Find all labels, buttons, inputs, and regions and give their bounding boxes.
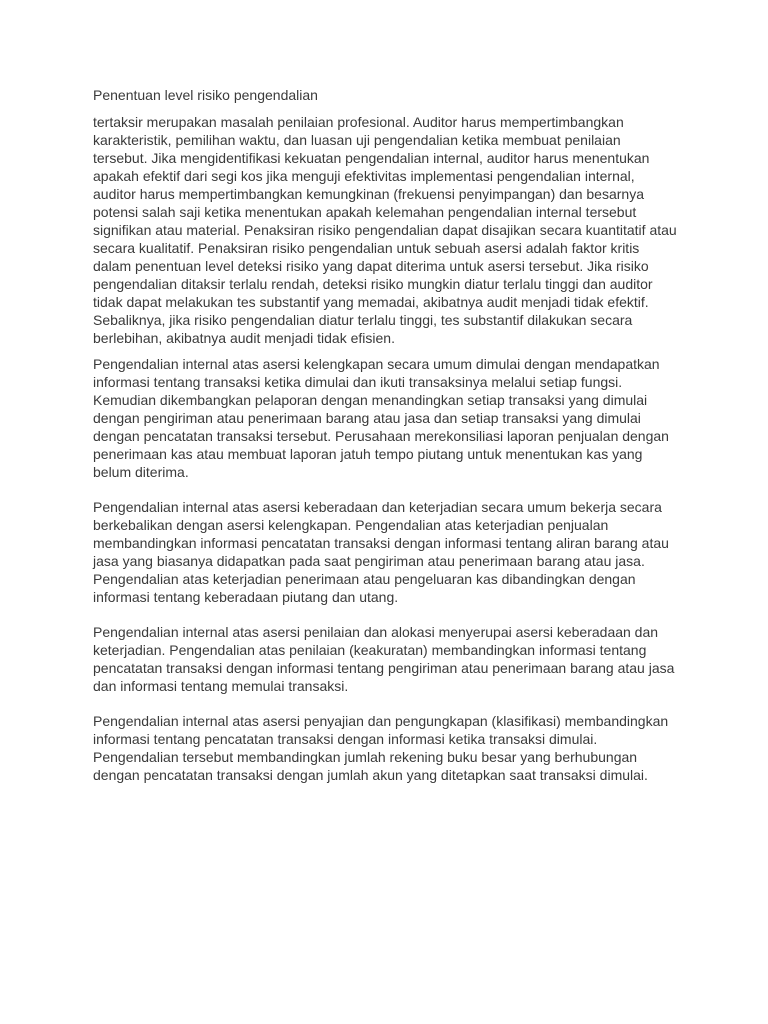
document-page: [93, 86, 678, 784]
paragraph-spacer: [93, 695, 678, 712]
paragraph-5: Pengendalian internal atas asersi penyajian dan pengungkapan (klasifikasi) membandingkan informasi tentang pencatatan transaksi dengan informasi ketika transaksi dimulai. Pengendalian tersebut membandingkan jumlah rekening buku besar yang berhubungan dengan pencatatan transaksi dengan jumlah akun yang ditetapkan saat transaksi dimulai.: [93, 713, 669, 783]
paragraph-spacer: [93, 606, 678, 623]
paragraph-spacer: [93, 481, 678, 498]
paragraph-1: tertaksir merupakan masalah penilaian profesional. Auditor harus mempertimbangkan karakteristik, pemilihan waktu, dan luasan uji pengendalian ketika membuat penilaian tersebut. Jika mengidentifikasi kekuatan pengendalian internal, auditor harus menentukan apakah efektif dari segi kos jika menguji efektivitas implementasi pengendalian internal, auditor harus mempertimbangkan kemungkinan (frekuensi penyimpangan) dan besarnya potensi salah saji ketika menentukan apakah kelemahan pengendalian internal tersebut signifikan atau material. Penaksiran risiko pengendalian dapat disajikan secara kuantitatif atau secara kualitatif. Penaksiran risiko pengendalian untuk sebuah asersi adalah faktor kritis dalam penentuan level deteksi risiko yang dapat diterima untuk asersi tersebut. Jika risiko pengendalian ditaksir terlalu rendah, deteksi risiko mungkin diatur terlalu tinggi dan auditor tidak dapat melakukan tes substantif yang memadai, akibatnya audit menjadi tidak efektif. Sebaliknya, jika risiko pengendalian diatur terlalu tinggi, tes substantif dilakukan secara berlebihan, akibatnya audit menjadi tidak efisien.: [93, 114, 677, 346]
paragraph-spacer: [93, 347, 678, 355]
document-title: Penentuan level risiko pengendalian: [93, 87, 318, 103]
paragraph-4: Pengendalian internal atas asersi penilaian dan alokasi menyerupai asersi keberadaan dan keterjadian. Pengendalian atas penilaian (keakuratan) membandingkan informasi tentang pencatatan transaksi dengan informasi tentang pengiriman atau penerimaan barang atau jasa dan informasi tentang memulai transaksi.: [93, 624, 675, 694]
paragraph-3: Pengendalian internal atas asersi keberadaan dan keterjadian secara umum bekerja secara berkebalikan dengan asersi kelengkapan. Pengendalian atas keterjadian penjualan membandingkan informasi pencatatan transaksi dengan informasi tentang aliran barang atau jasa yang biasanya didapatkan pada saat pengiriman atau penerimaan barang atau jasa. Pengendalian atas keterjadian penerimaan atau pengeluaran kas dibandingkan dengan informasi tentang keberadaan piutang dan utang.: [93, 499, 669, 605]
paragraph-2: Pengendalian internal atas asersi kelengkapan secara umum dimulai dengan mendapatkan informasi tentang transaksi ketika dimulai dan ikuti transaksinya melalui setiap fungsi. Kemudian dikembangkan pelaporan dengan menandingkan setiap transaksi yang dimulai dengan pengiriman atau penerimaan barang atau jasa dan setiap transaksi yang dimulai dengan pencatatan transaksi tersebut. Perusahaan merekonsiliasi laporan penjualan dengan penerimaan kas atau membuat laporan jatuh tempo piutang untuk menentukan kas yang belum diterima.: [93, 356, 669, 480]
